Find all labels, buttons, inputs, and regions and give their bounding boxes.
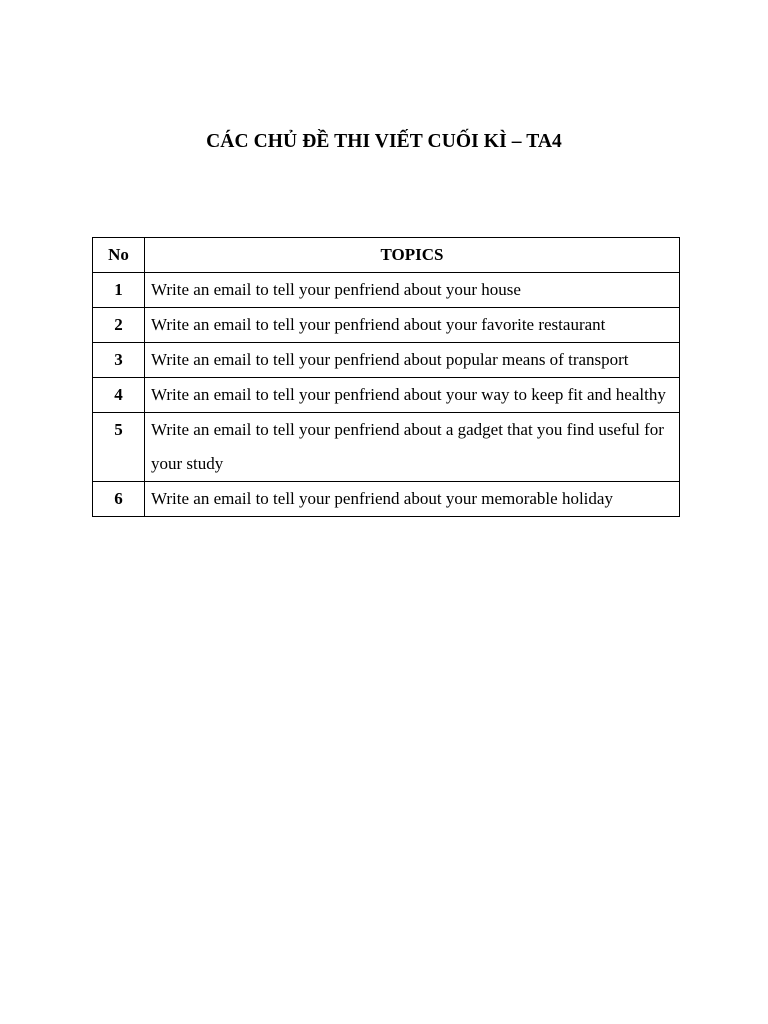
table-row <box>93 378 680 413</box>
header-no: No <box>93 238 145 273</box>
row-number: 1 <box>93 273 145 308</box>
topics-table <box>92 237 680 517</box>
table-row <box>93 273 680 308</box>
table-row <box>93 308 680 343</box>
header-topics: TOPICS <box>145 238 680 273</box>
table-header-row <box>93 238 680 273</box>
table-row <box>93 482 680 517</box>
row-number: 5 <box>93 413 145 482</box>
row-number: 2 <box>93 308 145 343</box>
row-number: 3 <box>93 343 145 378</box>
row-topic: Write an email to tell your penfriend about your way to keep fit and healthy <box>145 378 680 413</box>
row-topic: Write an email to tell your penfriend about popular means of transport <box>145 343 680 378</box>
row-topic: Write an email to tell your penfriend about a gadget that you find useful for your study <box>145 413 680 482</box>
row-topic: Write an email to tell your penfriend about your favorite restaurant <box>145 308 680 343</box>
table-row <box>93 343 680 378</box>
row-topic: Write an email to tell your penfriend about your memorable holiday <box>145 482 680 517</box>
row-number: 6 <box>93 482 145 517</box>
row-number: 4 <box>93 378 145 413</box>
row-topic: Write an email to tell your penfriend about your house <box>145 273 680 308</box>
table-row <box>93 413 680 482</box>
document-title: CÁC CHỦ ĐỀ THI VIẾT CUỐI KÌ – TA4 <box>206 131 562 152</box>
